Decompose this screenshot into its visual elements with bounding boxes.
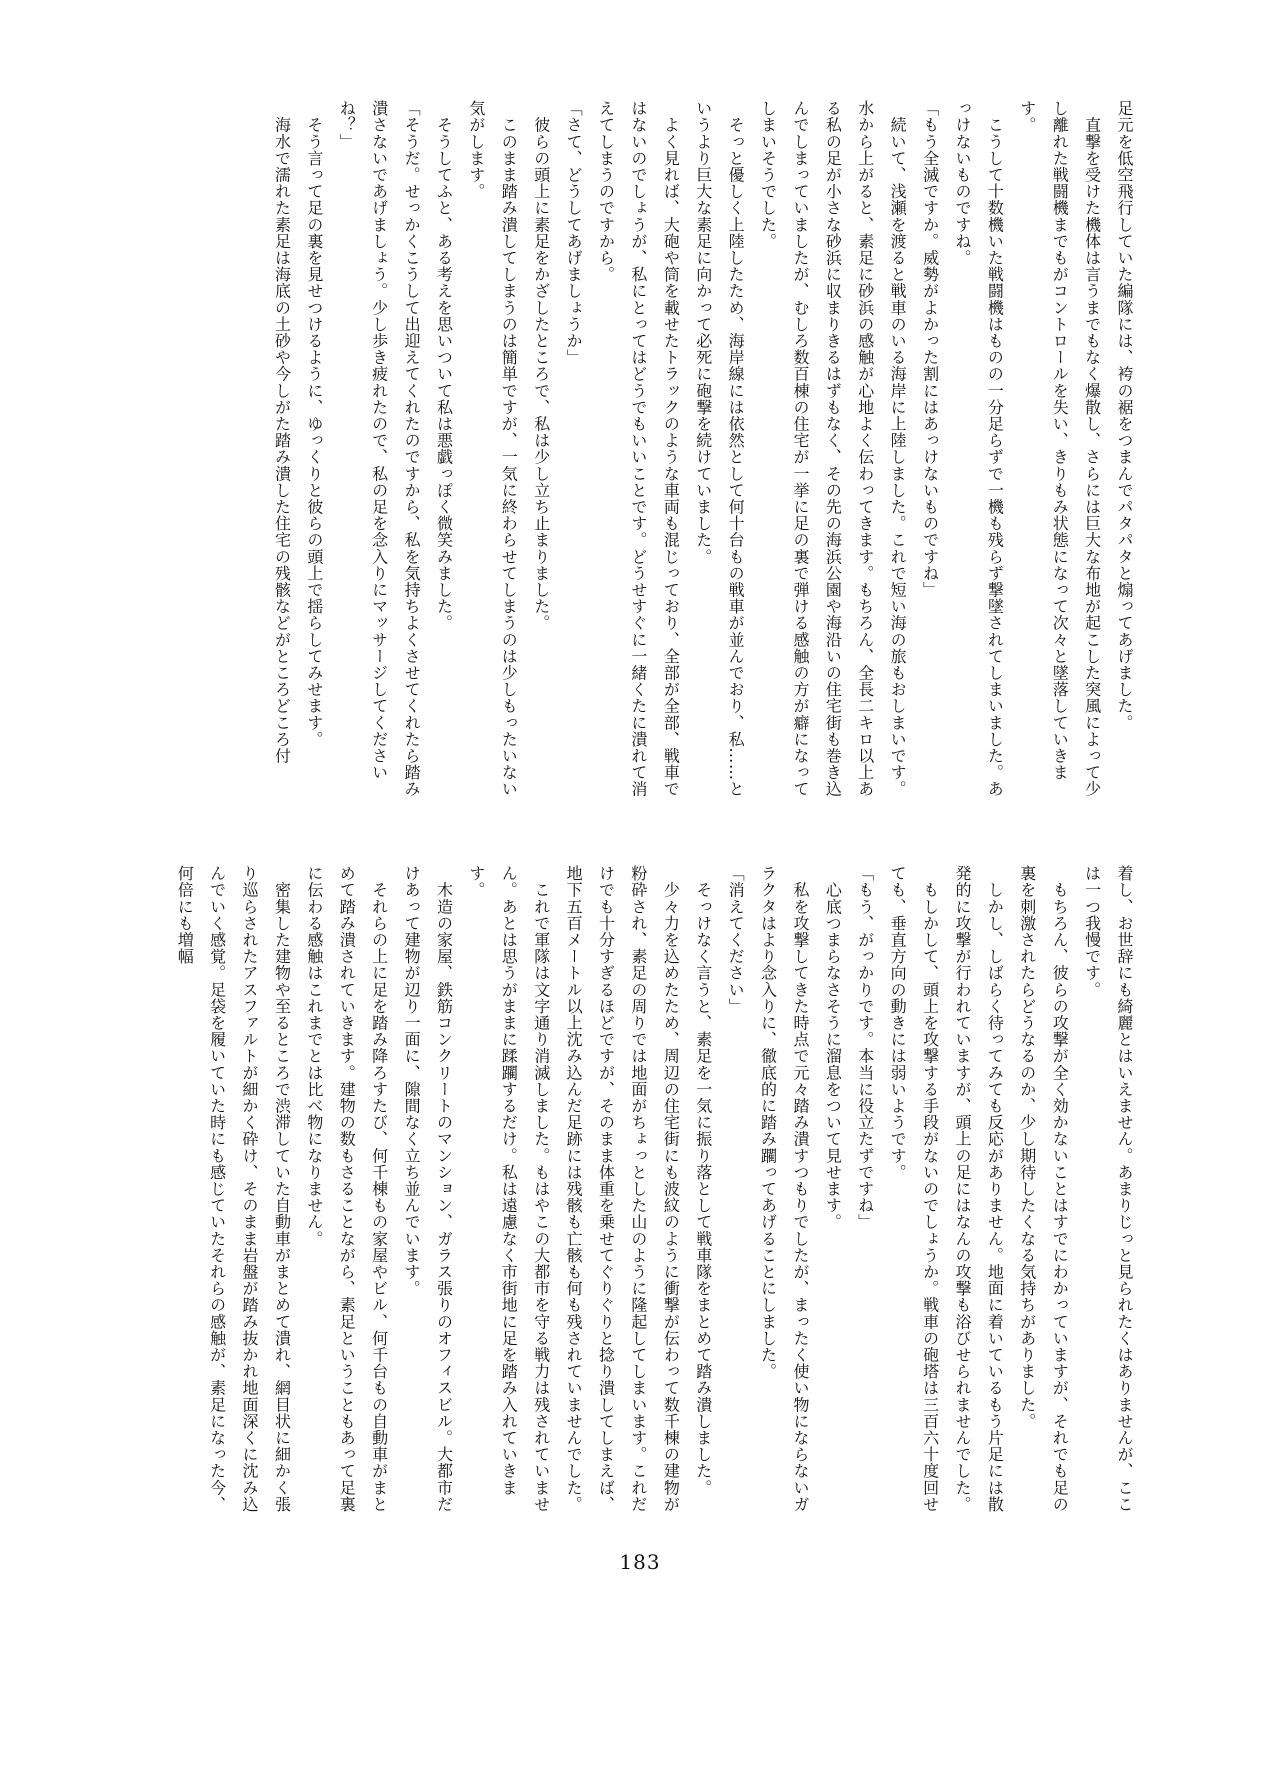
dialogue-line: 「もう、がっかりです。本当に役立たずですね」 [855,865,875,1231]
paragraph: そっけなく言うと、素足を一気に振り落として戦車隊をまとめて踏み潰しました。 [693,865,713,1496]
paragraph: 海水で濡れた素足は海底の土砂や今しがた踏み潰した住宅の残骸などがところどころ付 [272,100,292,764]
paragraph: そっと優しく上陸したため、海岸線には依然として何十台もの戦車が並んでおり、私……というより巨大な素足に向かって必死に砲撃を続けていました。 [693,100,746,798]
paragraph: 着し、お世辞にも綺麗とはいえません。あまりじっと見られたくはありませんが、ここは一つ我慢です。 [1082,865,1134,1513]
paragraph: 足元を低空飛行していた編隊には、袴の裾をつまんでパタパタと煽ってあげました。 [1115,100,1134,731]
dialogue-line: 「もう全滅ですか。威勢がよかった割にはあっけないものですね」 [920,100,940,598]
paragraph: 少々力を込めたため、周辺の住宅街にも波紋のように衝撃が伝わって数千棟の建物が粉砕され、素足の周りでは地面がちょっとした山のように隆起してしまいます。これだけでも十分すぎるほどですが、そのまま体重を乗せてぐりぐりと捻り潰してしまえば、地下五百メートル以上沈み込んだ足跡には残骸も亡骸も何も残されていませんでした。 [564,865,681,1513]
dialogue-line: 「消えてください」 [726,865,746,1015]
dialogue-line: 「さて、どうしてあげましょうか」 [564,100,584,366]
paragraph: そう言って足の裏を見せつけるように、ゆっくりと彼らの頭上で揺らしてみせます。 [304,100,324,748]
lower-text-block [140,865,1140,1525]
paragraph: 私を攻撃してきた時点で元々踏み潰すつもりでしたが、まったく使い物にならないガラクタはより念入りに、徹底的に踏み躙ってあげることにしました。 [758,865,810,1513]
paragraph: 続いて、浅瀬を渡ると戦車のいる海岸に上陸しました。これで短い海の旅もおしまいです。水から上がると、素足に砂浜の感触が心地よく伝わってきます。もちろん、全長二キロ以上ある私の足が小さな砂浜に収まりきるはずもなく、その先の海浜公園や海沿いの住宅街も巻き込んでしまっていましたが、むしろ数百棟の住宅が一挙に足の裏で弾ける感触の方が癖になってしまいそうでした。 [758,100,908,798]
paragraph: 心底つまらなさそうに溜息をついて見せます。 [823,865,843,1231]
paragraph: これで軍隊は文字通り消滅しました。もはやこの大都市を守る戦力は残されていません。あとは思うがままに蹂躙するだけ。私は遠慮なく市街地に足を踏み入れていきます。 [466,865,551,1513]
paragraph: こうして十数機いた戦闘機はものの一分足らずで一機も残らず撃墜されてしまいました。あっけないものですね。 [952,100,1005,798]
upper-text-block [140,100,1140,810]
paragraph: このまま踏み潰してしまうのは簡単ですが、一気に終わらせてしまうのは少しもったいない気がします。 [466,100,519,798]
page-number: 183 [619,1550,661,1574]
paragraph: 木造の家屋、鉄筋コンクリートのマンション、ガラス張りのオフィスビル。大都市だけあって建物が辺り一面に、隙間なく立ち並んでいます。 [402,865,454,1513]
paragraph: よく見れば、大砲や筒を載せたトラックのような車両も混じっており、全部が全部、戦車ではないのでしょうが、私にとってはどうでもいいことです。どうせすぐに一緒くたに潰れて消えてしまうのですから。 [596,100,681,798]
paragraph: 密集した建物や至るところで渋滞していた自動車がまとめて潰れ、網目状に細かく張り巡らされたアスファルトが細かく砕け、そのまま岩盤が踏み抜かれ地面深くに沈み込んでいく感覚。足袋を履いていた時にも感じていたそれらの感触が、素足になった今、何倍にも増幅 [175,865,292,1513]
dialogue-line: 「そうだ。せっかくこうして出迎えてくれたのですから、私を気持ちよくさせてくれたら踏み潰さないであげましょう。少し歩き疲れたので、私の足を念入りにマッサージしてくださいね？」 [337,100,422,798]
paragraph: それらの上に足を踏み降ろすたび、何千棟もの家屋やビル、何千台もの自動車がまとめて踏み潰されていきます。建物の数もさることながら、素足ということもあって足裏に伝わる感触はこれまでとは比べ物になりません。 [304,865,389,1513]
paragraph: しかし、しばらく待ってみても反応がありません。地面に着いているもう片足には散発的に攻撃が行われていますが、頭上の足にはなんの攻撃も浴びせられませんでした。 [952,865,1005,1513]
paragraph: もしかして、頭上を攻撃する手段がないのでしょうか。戦車の砲塔は三百六十度回せても、垂直方向の動きには弱いようです。 [888,865,940,1513]
paragraph: 直撃を受けた機体は言うまでもなく爆散し、さらには巨大な布地が起こした突風によって少し離れた戦闘機までもがコントロールを失い、きりもみ状態になって次々と墜落していきます。 [1017,100,1102,798]
paragraph: 彼らの頭上に素足をかざしたところで、私は少し立ち止まりました。 [531,100,551,632]
paragraph: もちろん、彼らの攻撃が全く効かないことはすでにわかっていますが、それでも足の裏を刺激されたらどうなるのか、少し期待したくなる気持ちがありました。 [1017,865,1070,1513]
paragraph: そうしてふと、ある考えを思いついて私は悪戯っぽく微笑みました。 [434,100,454,632]
